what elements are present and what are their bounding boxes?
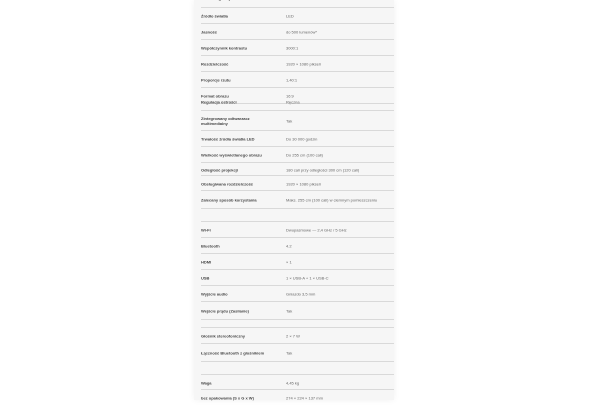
spec-label: Waga <box>201 380 212 385</box>
spec-row <box>201 39 394 56</box>
spec-row <box>201 175 394 191</box>
spec-value: 1,40:1 <box>286 77 298 83</box>
spec-label: Regulacja ostrości <box>201 99 237 105</box>
spec-label: Łączność Bluetooth z głośnikiem <box>201 350 265 356</box>
spec-label: HDMI <box>201 259 212 265</box>
spec-label: bez opakowania (S x G x W) <box>201 395 254 401</box>
spec-value: 2 × 7 W <box>286 333 300 339</box>
spec-value: Tak <box>286 118 293 124</box>
spec-label: Współczynnik kontrastu <box>201 45 248 51</box>
spec-label: Głośnik stereofoniczny <box>201 333 246 339</box>
spec-row <box>201 130 394 147</box>
spec-value: 16:9 <box>286 93 294 99</box>
spec-label: Źródło światła <box>201 13 228 19</box>
spec-value: Gniazdo 3,5 mm <box>286 291 316 297</box>
spec-row <box>201 237 394 254</box>
group-divider <box>201 361 394 363</box>
group-divider <box>201 319 394 321</box>
spec-label: Wi-Fi <box>201 227 211 233</box>
spec-label: Rozdzielczość <box>201 61 229 67</box>
spec-value: 1920 × 1080 pikseli <box>286 61 321 67</box>
spec-value: Do 255 cm (100 cali) <box>286 152 323 158</box>
spec-label: Trwałość źródła światła LED <box>201 136 255 142</box>
spec-row <box>201 146 394 163</box>
spec-value: Do 30 000 godzin <box>286 136 318 142</box>
spec-label: Odległość projekcji <box>201 167 238 172</box>
spec-label: Obsługiwana rozdzielczość <box>201 181 254 186</box>
spec-value: do 500 lumenów* <box>286 29 317 35</box>
spec-value: 274 × 224 × 137 mm <box>286 395 323 401</box>
spec-row <box>201 55 394 72</box>
spec-row <box>201 269 394 286</box>
spec-value: 1 × USB-A + 1 × USB-C <box>286 275 329 281</box>
spec-row <box>201 221 394 238</box>
spec-row <box>201 110 394 131</box>
spec-value: 4.2 <box>286 243 292 249</box>
spec-value <box>286 0 394 1</box>
spec-row <box>201 7 394 24</box>
spec-row <box>201 23 394 40</box>
spec-value: Dwupasmowe — 2,4 GHz / 5 GHz <box>286 227 347 233</box>
spec-row <box>201 253 394 270</box>
spec-value: × 1 <box>286 259 292 265</box>
spec-label: Wyjście audio <box>201 291 228 297</box>
spec-row <box>201 343 394 362</box>
spec-value: Maks. 255 cm (100 cali) w ciemnym pomieszczeniu <box>286 197 378 203</box>
spec-row <box>201 71 394 88</box>
spec-row <box>201 0 394 7</box>
spec-row <box>201 190 394 209</box>
spec-value: 1920 × 1080 pikseli <box>286 181 321 186</box>
spec-value: 4,45 kg <box>286 380 300 385</box>
spec-value: Tak <box>286 308 293 314</box>
spec-row <box>201 285 394 302</box>
spec-row <box>201 389 394 406</box>
spec-label: Zintegrowany odtwarzacz multimedialny <box>201 116 250 126</box>
spec-label: Proporcje rzutu <box>201 77 231 83</box>
spec-row <box>201 94 394 110</box>
spec-label: Format obrazu <box>201 93 229 99</box>
spec-row <box>201 327 394 344</box>
spec-label: Wielkość wyświetlanego obrazu <box>201 152 262 158</box>
spec-value: 180 cali przy odległości 300 cm (120 cali) <box>286 167 360 172</box>
spec-label: Zalecany sposób korzystania <box>201 197 257 203</box>
spec-label <box>201 0 277 1</box>
spec-label: Bluetooth <box>201 243 220 249</box>
spec-row <box>201 374 394 390</box>
spec-value: LED <box>286 13 294 19</box>
spec-row <box>201 301 394 320</box>
spec-label: USB <box>201 275 210 281</box>
spec-row <box>201 162 394 176</box>
spec-value: Tak <box>286 350 293 356</box>
spec-value: 3000:1 <box>286 45 299 51</box>
spec-value: Ręczna <box>286 99 300 105</box>
spec-label: Jasność <box>201 29 218 35</box>
group-divider <box>201 208 394 210</box>
spec-label: Wejście prądu (Zasilanie) <box>201 308 249 314</box>
specifications-panel <box>194 0 394 400</box>
